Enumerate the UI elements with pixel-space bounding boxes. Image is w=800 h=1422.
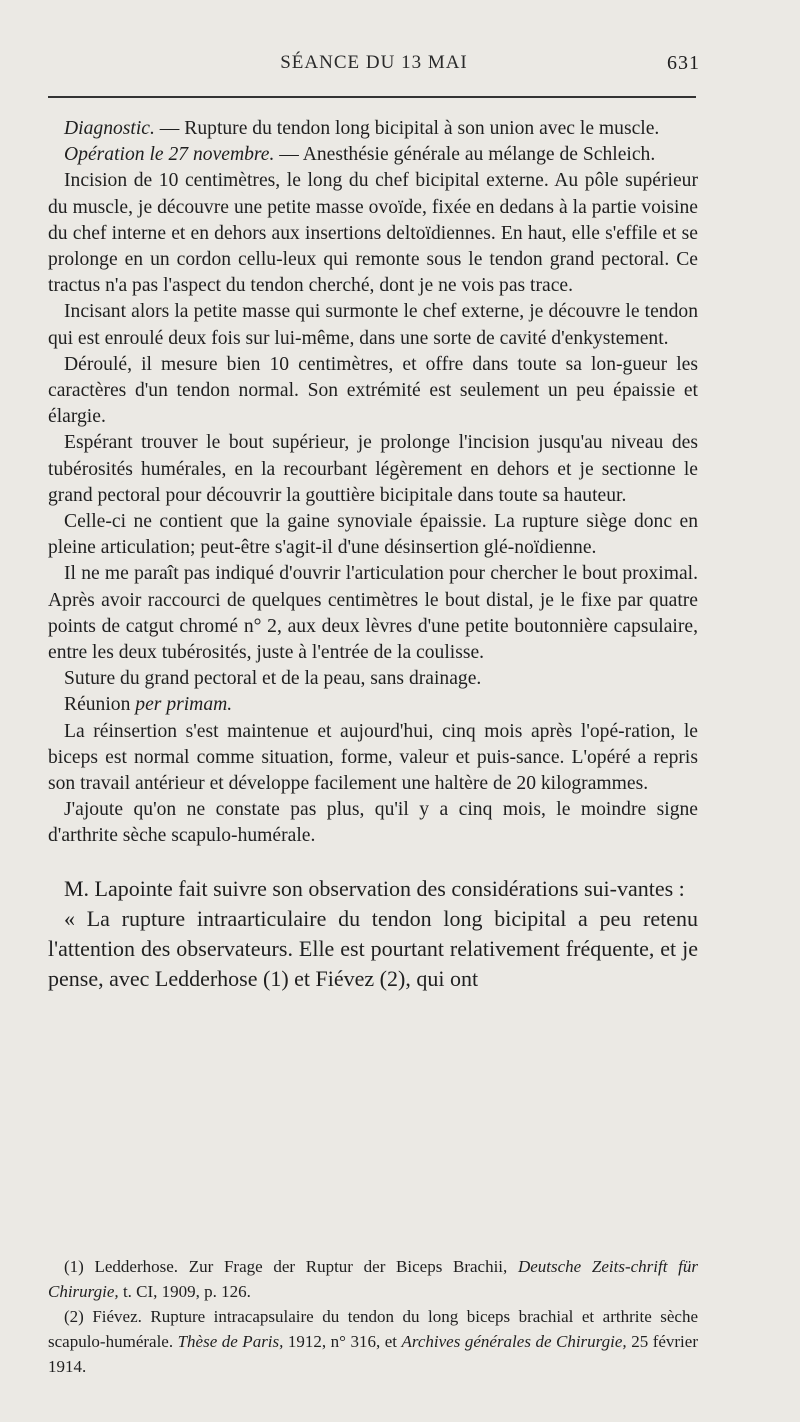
footnotes xyxy=(48,1254,698,1379)
footnote-1-text: (1) Ledderhose. Zur Frage der Ruptur der Biceps Brachii, xyxy=(64,1257,518,1276)
paragraph: Il ne me paraît pas indiqué d'ouvrir l'articulation pour chercher le bout proximal. Après avoir raccourci de quelques centimètres le bout distal, je le fixe par quatre points de catgut chromé n° 2, aux deux lèvres d'une petite boutonnière capsulaire, entre les deux tubérosités, juste à l'entrée de la coulisse. xyxy=(48,563,698,664)
paragraph: Incisant alors la petite masse qui surmonte le chef externe, je découvre le tendon qui est enroulé deux fois sur lui-même, dans une sorte de cavité d'enkystement. xyxy=(48,301,698,349)
page-number: 631 xyxy=(667,52,700,74)
paragraph: J'ajoute qu'on ne constate pas plus, qu'il y a cinq mois, le moindre signe d'arthrite sèche scapulo-humérale. xyxy=(48,799,698,847)
paragraph-operation xyxy=(48,142,698,168)
body-text xyxy=(48,116,698,994)
footnote-1-ref: t. CI, 1909, p. 126. xyxy=(118,1282,251,1301)
footnote-2 xyxy=(48,1304,698,1379)
footnote-2-ref: 1912, n° 316, et xyxy=(283,1332,402,1351)
footnote-1 xyxy=(48,1254,698,1304)
lead-diagnostic: Diagnostic. xyxy=(64,118,155,139)
text-reunion: Réunion xyxy=(64,694,136,716)
text-diagnostic: — Rupture du tendon long bicipital à son union avec le muscle. xyxy=(154,118,660,139)
header-title: SÉANCE DU 13 MAI xyxy=(280,52,468,73)
footnote-2-journal: Archives générales de Chirurgie, xyxy=(401,1332,627,1351)
footnote-2-text: (2) Fiévez. Rupture intracapsulaire du tendon du long biceps brachial et arthrite sèche scapulo-humérale. xyxy=(48,1307,698,1351)
footnote-1-journal: Deutsche Zeits-chrift für Chirurgie, xyxy=(48,1257,698,1301)
paragraph: Suture du grand pectoral et de la peau, sans drainage. xyxy=(64,668,482,690)
paragraph: Espérant trouver le bout supérieur, je prolonge l'incision jusqu'au niveau des tubérosités humérales, en la recourbant légèrement en dehors et je sectionne le grand pectoral pour découvrir la gouttière bicipitale dans toute sa hauteur. xyxy=(48,432,698,506)
paragraph: Incision de 10 centimètres, le long du chef bicipital externe. Au pôle supérieur du muscle, je découvre une petite masse ovoïde, fixée en dedans à la partie voisine du chef interne et en dehors aux insertions deltoïdiennes. En haut, elle s'effile et se prolonge en un cordon cellu-leux qui remonte sous le tendon grand pectoral. Ce tractus n'a pas l'aspect du tendon cherché, dont je ne vois pas trace. xyxy=(48,170,698,297)
paragraph: Celle-ci ne contient que la gaine synoviale épaissie. La rupture siège donc en pleine articulation; peut-être s'agit-il d'une désinsertion glé-noïdienne. xyxy=(48,511,698,559)
paragraph: La réinsertion s'est maintenue et aujourd'hui, cinq mois après l'opé-ration, le biceps est normal comme situation, forme, valeur et puis-sance. L'opéré a repris son travail antérieur et développe facilement une haltère de 20 kilogrammes. xyxy=(48,720,698,795)
paragraph: Déroulé, il mesure bien 10 centimètres, et offre dans toute sa lon-gueur les caractères d'un tendon normal. Son extrémité est seulement un peu épaissie et élargie. xyxy=(48,353,698,428)
paragraph-diagnostic xyxy=(48,116,698,142)
paragraph-quote: « La rupture intraarticulaire du tendon long bicipital a peu retenu l'attention des observateurs. Elle est pourtant relativement fréquente, et je pense, avec Ledderhose (1) et Fiévez (2), qui ont xyxy=(48,905,698,991)
header-rule xyxy=(48,96,696,98)
text-per-primam: per primam. xyxy=(135,694,233,716)
footnote-2-thesis: Thèse de Paris, xyxy=(177,1332,284,1351)
paragraph-reunion xyxy=(48,692,698,718)
running-header xyxy=(48,48,700,80)
lead-operation: Opération le 27 novembre. xyxy=(64,144,275,166)
footnote-2-date: 25 février 1914. xyxy=(48,1332,698,1376)
paragraph-lapointe: M. Lapointe fait suivre son observation des considérations sui-vantes : xyxy=(64,875,685,901)
text-operation: — Anesthésie générale au mélange de Schleich. xyxy=(274,144,656,166)
